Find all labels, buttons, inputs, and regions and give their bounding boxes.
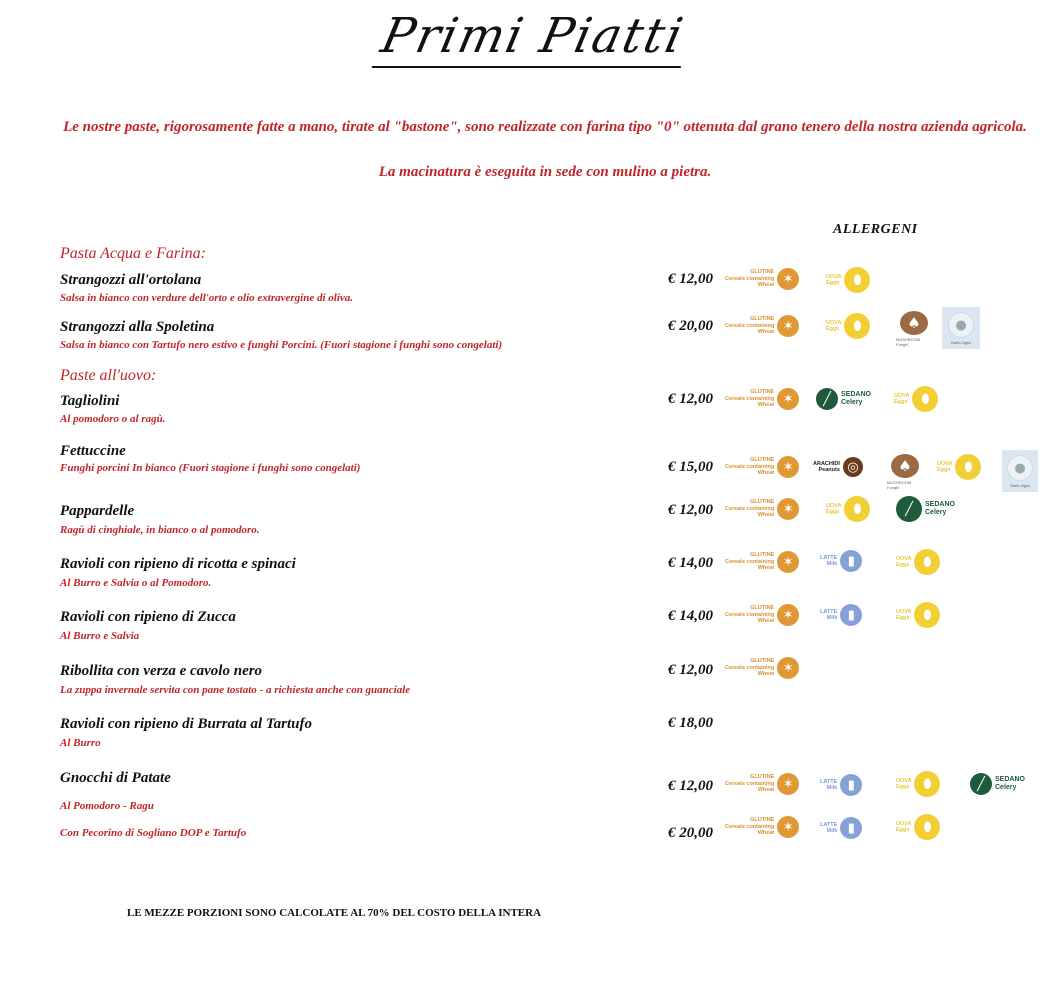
egg-icon: ⬮	[955, 454, 981, 480]
celery-allergen: ╱ SEDANO Celery	[896, 496, 955, 522]
egg-icon: ⬮	[914, 814, 940, 840]
gluten-allergen: GLUTINE Cereals containing Wheat ✶	[725, 657, 799, 679]
dish-name: Gnocchi di Patate	[60, 770, 171, 786]
dish-desc: Funghi porcini In bianco (Fuori stagione i funghi sono congelati)	[60, 462, 361, 474]
dish-name: Ravioli con ripieno di Zucca	[60, 609, 236, 625]
egg-allergen: UOVA Eggs ⬮	[826, 267, 870, 293]
footer-note: LE MEZZE PORZIONI SONO CALCOLATE AL 70% DEL COSTO DELLA INTERA	[127, 907, 542, 919]
wheat-icon: ✶	[777, 498, 799, 520]
dish-desc: Salsa in bianco con Tartufo nero estivo e funghi Porcini. (Fuori stagione i funghi sono congelati)	[60, 339, 503, 351]
fungi-allergen: ♠ MUSHROOM Funghi	[896, 307, 932, 347]
celery-allergen: ╱ SEDANO Celery	[816, 388, 871, 410]
dish-desc: Ragù di cinghiale, in bianco o al pomodoro.	[60, 524, 260, 536]
egg-icon: ⬮	[914, 549, 940, 575]
dish-price: € 20,00	[668, 825, 713, 841]
dish-desc: Al Burro e Salvia o al Pomodoro.	[60, 577, 212, 589]
wheat-icon: ✶	[777, 816, 799, 838]
egg-allergen: UOVA Eggs ⬮	[896, 771, 940, 797]
dish-price: € 12,00	[668, 391, 713, 407]
garlic-allergen: ● Garlic Aglio	[1002, 450, 1038, 492]
mushroom-icon: ♠	[891, 454, 919, 478]
wheat-icon: ✶	[777, 551, 799, 573]
garlic-allergen: ● Garlic Aglio	[942, 307, 980, 349]
gluten-allergen: GLUTINE Cereals containing Wheat ✶	[725, 498, 799, 520]
egg-icon: ⬮	[914, 771, 940, 797]
egg-allergen: UOVA Eggs ⬮	[896, 549, 940, 575]
dish-price: € 14,00	[668, 608, 713, 624]
gluten-allergen: GLUTINE Cereals containing Wheat ✶	[725, 773, 799, 795]
wheat-icon: ✶	[777, 268, 799, 290]
gluten-allergen: GLUTINE Cereals containing Wheat ✶	[725, 315, 799, 337]
celery-allergen: ╱ SEDANO Celery	[970, 773, 1025, 795]
dish-desc: Con Pecorino di Sogliano DOP e Tartufo	[60, 827, 247, 839]
fungi-allergen: ♠ MUSHROOM Funghi	[887, 450, 923, 490]
page-title: Primi Piatti	[371, 8, 693, 68]
garlic-icon: ●	[948, 312, 974, 338]
egg-allergen: UOVA Eggs ⬮	[826, 313, 870, 339]
section-acqua-farina: Pasta Acqua e Farina:	[60, 245, 206, 262]
milk-icon: ▮	[840, 604, 862, 626]
page-title-wrap	[0, 8, 1064, 68]
dish-name: Fettuccine	[60, 443, 126, 459]
gluten-allergen: GLUTINE Cereals containing Wheat ✶	[725, 551, 799, 573]
dish-desc: Al pomodoro o al ragù.	[60, 413, 166, 425]
dish-price: € 18,00	[668, 715, 713, 731]
milk-icon: ▮	[840, 550, 862, 572]
dish-name: Ribollita con verza e cavolo nero	[60, 663, 263, 679]
dish-desc: Al Burro	[60, 737, 101, 749]
milk-allergen: LATTE Milk ▮	[820, 550, 862, 572]
intro-text: Le nostre paste, rigorosamente fatte a mano, tirate al "bastone", sono realizzate con farina tipo "0" ottenuta dal grano tenero della nostra azienda agricola.	[63, 119, 1027, 135]
peanut-icon: ◎	[843, 457, 863, 477]
mushroom-icon: ♠	[900, 311, 928, 335]
allergen-heading: ALLERGENI	[833, 222, 918, 237]
dish-desc: Al Burro e Salvia	[60, 630, 140, 642]
garlic-icon: ●	[1007, 455, 1033, 481]
dish-price: € 14,00	[668, 555, 713, 571]
dish-desc: La zuppa invernale servita con pane tostato - a richiesta anche con guanciale	[60, 684, 411, 696]
egg-icon: ⬮	[912, 386, 938, 412]
gluten-allergen: GLUTINE Cereals containing Wheat ✶	[725, 604, 799, 626]
dish-desc: Al Pomodoro - Ragu	[60, 800, 154, 812]
celery-icon: ╱	[816, 388, 838, 410]
celery-icon: ╱	[970, 773, 992, 795]
egg-allergen: UOVA Eggs ⬮	[937, 454, 981, 480]
gluten-allergen: GLUTINE Cereals containing Wheat ✶	[725, 456, 799, 478]
egg-allergen: UOVA Eggs ⬮	[826, 496, 870, 522]
milk-allergen: LATTE Milk ▮	[820, 774, 862, 796]
milk-allergen: LATTE Milk ▮	[820, 604, 862, 626]
intro-text-milling: La macinatura è eseguita in sede con mulino a pietra.	[378, 164, 712, 180]
wheat-icon: ✶	[777, 657, 799, 679]
egg-allergen: UOVA Eggs ⬮	[896, 814, 940, 840]
dish-price: € 12,00	[668, 778, 713, 794]
dish-price: € 20,00	[668, 318, 713, 334]
egg-icon: ⬮	[844, 313, 870, 339]
dish-name: Ravioli con ripieno di Burrata al Tartufo	[60, 716, 312, 732]
egg-allergen: UOVA Eggs ⬮	[894, 386, 938, 412]
dish-price: € 12,00	[668, 271, 713, 287]
gluten-allergen: GLUTINE Cereals containing Wheat ✶	[725, 268, 799, 290]
milk-allergen: LATTE Milk ▮	[820, 817, 862, 839]
dish-name: Pappardelle	[60, 503, 135, 519]
dish-name: Strangozzi alla Spoletina	[60, 319, 215, 335]
milk-icon: ▮	[840, 817, 862, 839]
dish-name: Tagliolini	[60, 393, 120, 409]
milk-icon: ▮	[840, 774, 862, 796]
dish-name: Strangozzi all'ortolana	[60, 272, 202, 288]
egg-icon: ⬮	[844, 496, 870, 522]
dish-price: € 12,00	[668, 502, 713, 518]
dish-name: Ravioli con ripieno di ricotta e spinaci	[60, 556, 296, 572]
wheat-icon: ✶	[777, 773, 799, 795]
dish-price: € 12,00	[668, 662, 713, 678]
wheat-icon: ✶	[777, 315, 799, 337]
dish-price: € 15,00	[668, 459, 713, 475]
celery-icon: ╱	[896, 496, 922, 522]
wheat-icon: ✶	[777, 604, 799, 626]
wheat-icon: ✶	[777, 388, 799, 410]
egg-icon: ⬮	[914, 602, 940, 628]
gluten-allergen: GLUTINE Cereals containing Wheat ✶	[725, 388, 799, 410]
gluten-allergen: GLUTINE Cereals containing Wheat ✶	[725, 816, 799, 838]
section-uovo: Paste all'uovo:	[60, 367, 157, 384]
peanut-allergen: ARACHIDI Peanuts ◎	[813, 457, 863, 477]
wheat-icon: ✶	[777, 456, 799, 478]
dish-desc: Salsa in bianco con verdure dell'orto e olio extravergine di oliva.	[60, 292, 354, 304]
egg-allergen: UOVA Eggs ⬮	[896, 602, 940, 628]
egg-icon: ⬮	[844, 267, 870, 293]
